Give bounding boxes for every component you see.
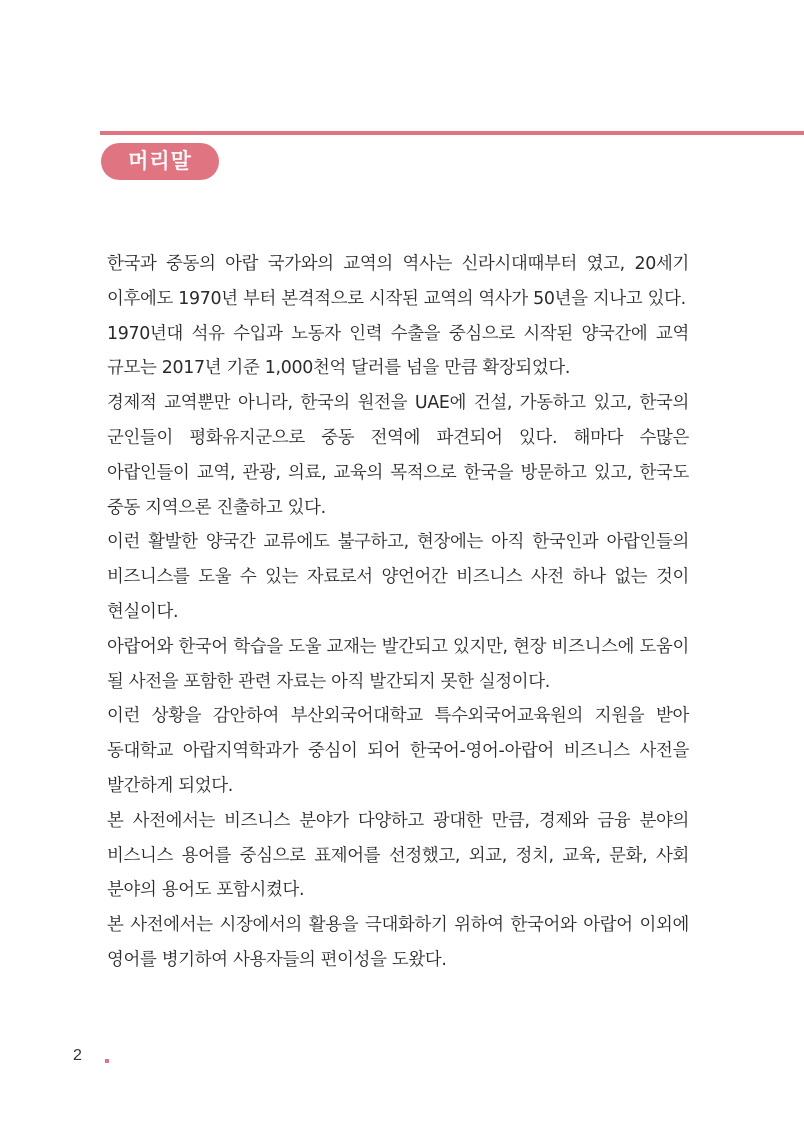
header-divider-line bbox=[100, 131, 804, 135]
preface-body bbox=[107, 247, 689, 978]
paragraph-1: 한국과 중동의 아랍 국가와의 교역의 역사는 신라시대때부터 였고, 20세기 이후에도 1970년 부터 본격적으로 시작된 교역의 역사가 50년을 지나고 있다. bbox=[107, 254, 689, 309]
paragraph-5: 아랍어와 한국어 학습을 도울 교재는 발간되고 있지만, 현장 비즈니스에 도움이 될 사전을 포함한 관련 자료는 아직 발간되지 못한 실정이다. bbox=[107, 636, 689, 692]
paragraph-7: 본 사전에서는 비즈니스 분야가 다양하고 광대한 만큼, 경제와 금융 분야의 비스니스 용어를 중심으로 표제어를 선정했고, 외교, 정치, 교육, 문화, 사회 분야의 용어도 포함시켰다. bbox=[107, 810, 689, 901]
paragraph-8: 본 사전에서는 시장에서의 활용을 극대화하기 위하여 한국어와 아랍어 이외에 영어를 병기하여 사용자들의 편이성을 도왔다. bbox=[107, 915, 689, 970]
paragraph-4: 이런 활발한 양국간 교류에도 불구하고, 현장에는 아직 한국인과 아랍인들의 비즈니스를 도울 수 있는 자료로서 양언어간 비즈니스 사전 하나 없는 것이 현실이다. bbox=[107, 532, 689, 622]
section-title-badge: 머리말 bbox=[101, 143, 219, 180]
paragraph-6: 이런 상황을 감안하여 부산외국어대학교 특수외국어교육원의 지원을 받아 동대학교 아랍지역학과가 중심이 되어 한국어-영어-아랍어 비즈니스 사전을 발간하게 되었다. bbox=[107, 706, 689, 796]
page-number: 2 bbox=[73, 1047, 82, 1064]
paragraph-2: 1970년대 석유 수입과 노동자 인력 수출을 중심으로 시작된 양국간에 교역 규모는 2017년 기준 1,000천억 달러를 넘을 만큼 확장되었다. bbox=[107, 323, 689, 379]
page-number-dot bbox=[105, 1059, 109, 1063]
paragraph-3: 경제적 교역뿐만 아니라, 한국의 원전을 UAE에 건설, 가동하고 있고, 한국의 군인들이 평화유지군으로 중동 전역에 파견되어 있다. 해마다 수많은 아랍인들이 교역, 관광, 의료, 교육의 목적으로 한국을 방문하고 있고, 한국도 중동 지역으론 진출하고 있다. bbox=[107, 393, 689, 518]
